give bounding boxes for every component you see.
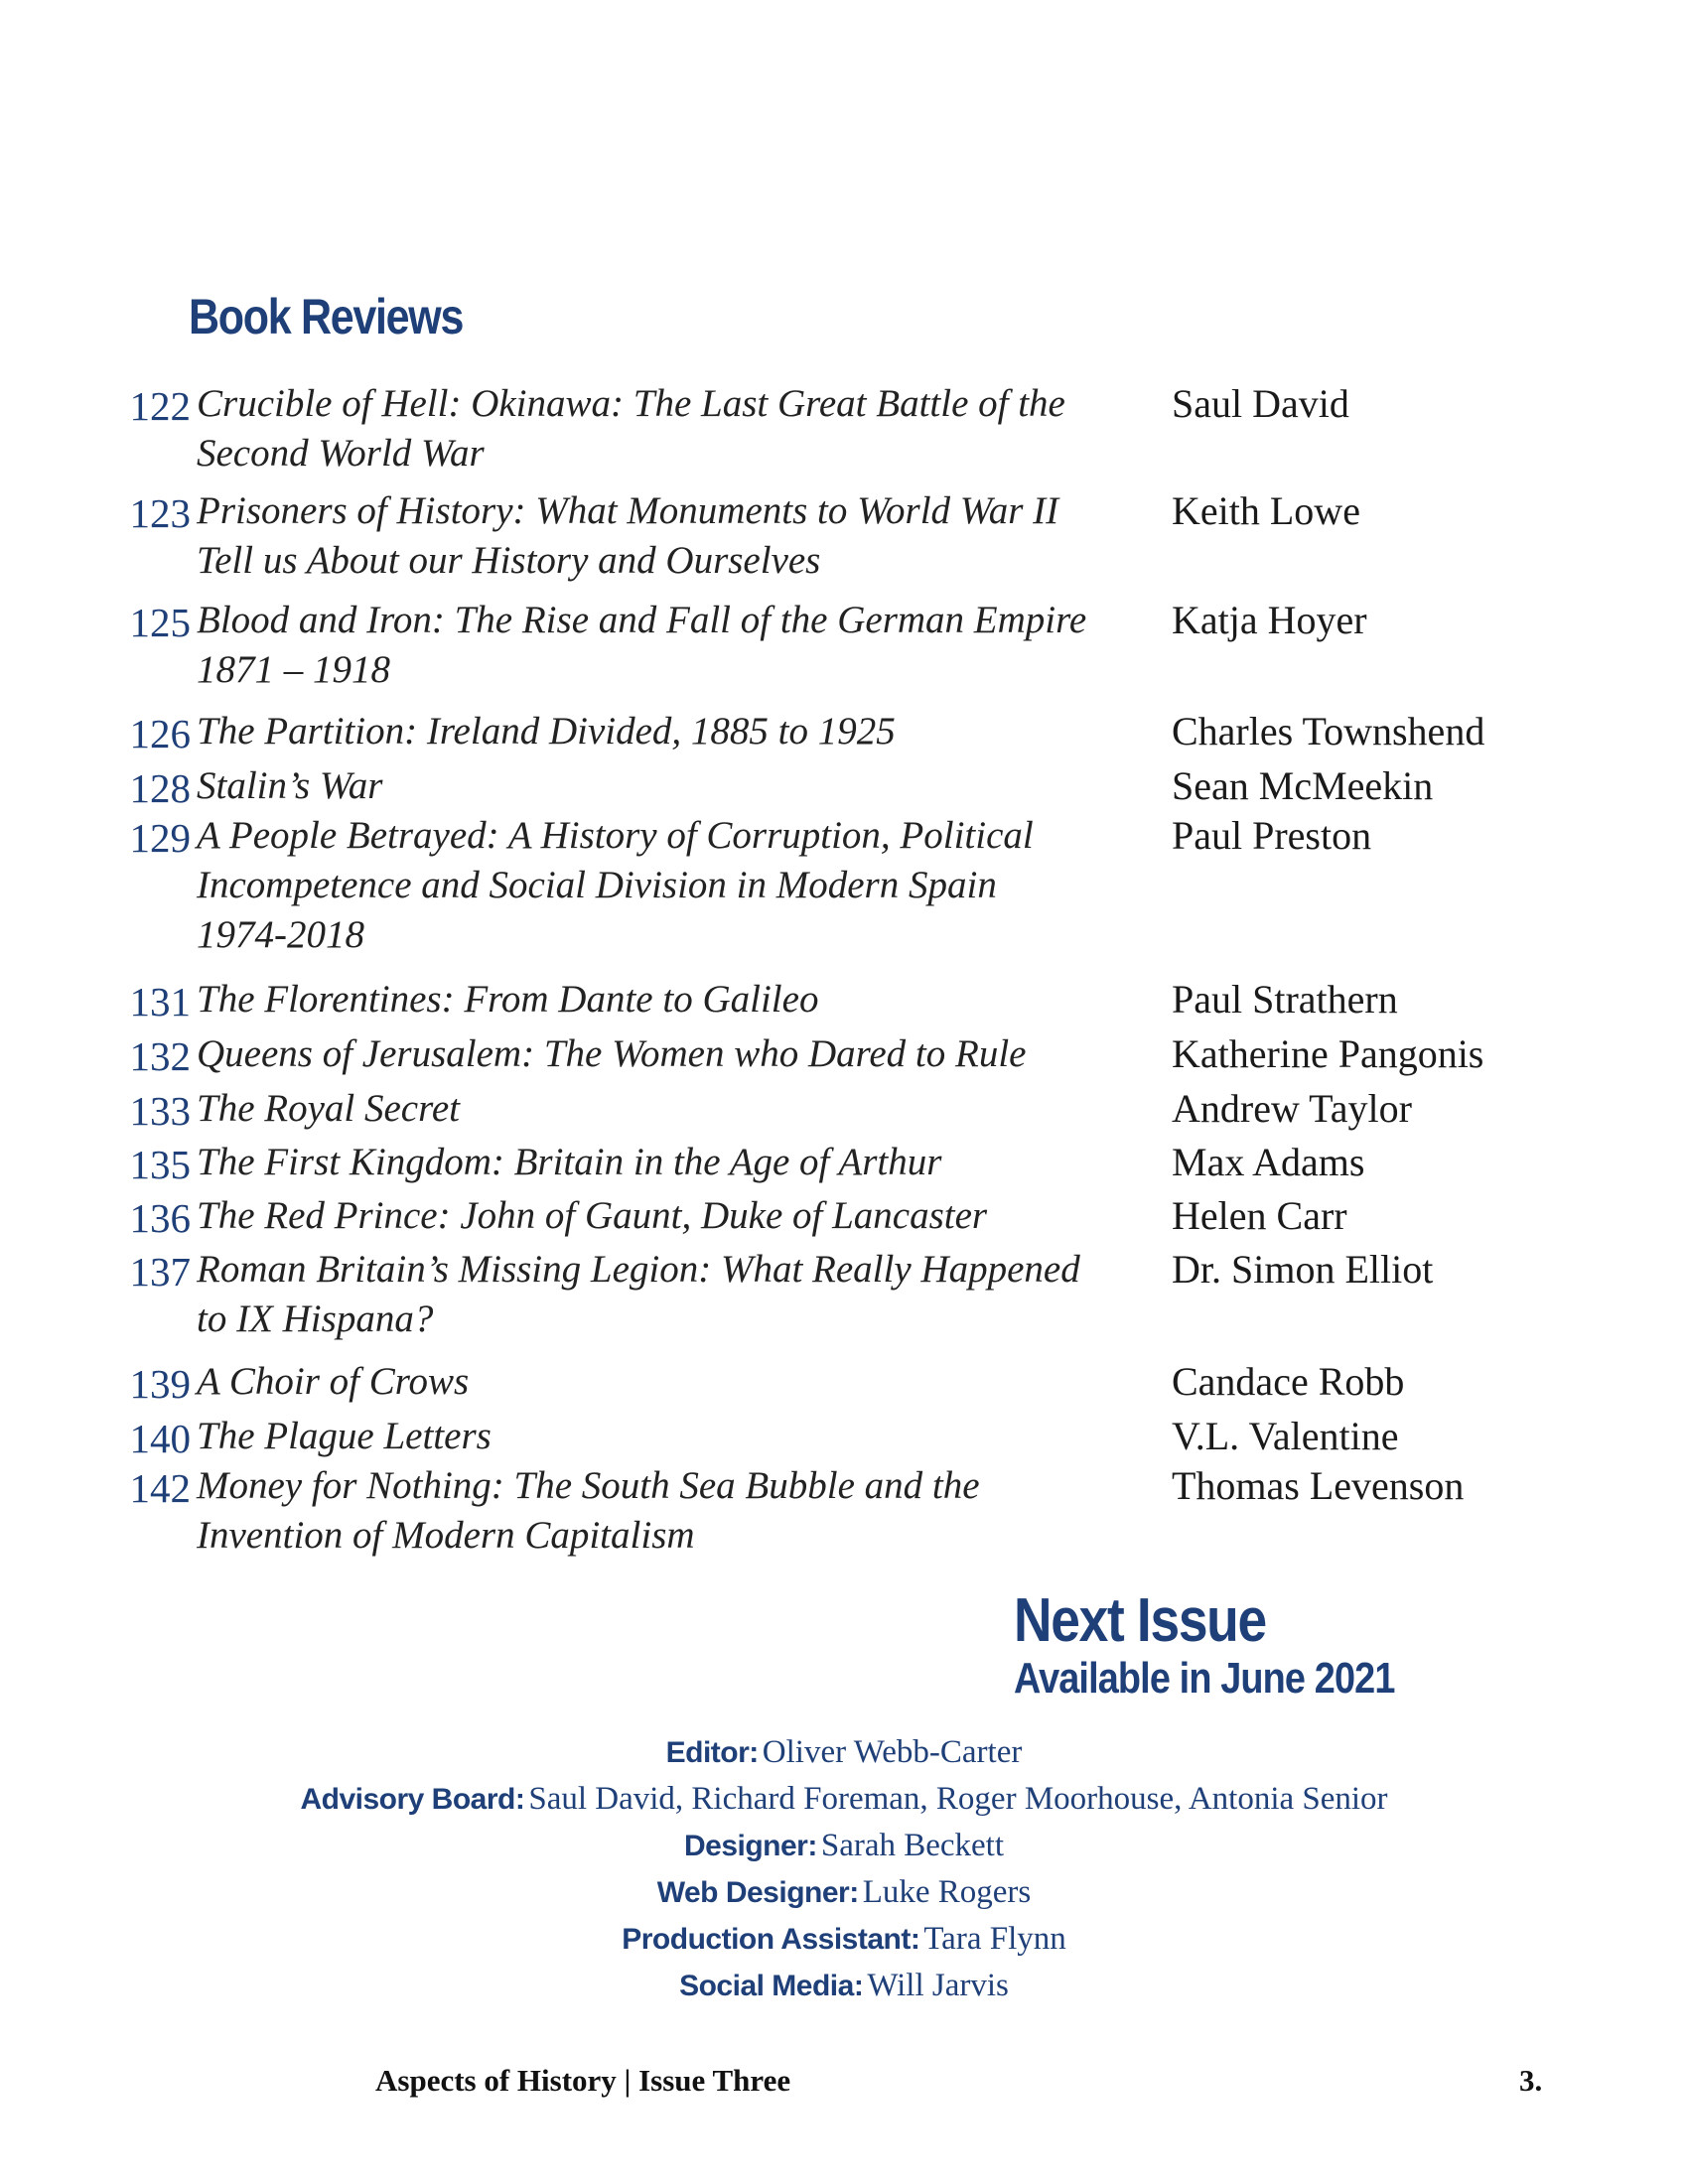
next-issue-block: [1014, 1588, 1395, 1704]
credit-role: Social Media:: [679, 1970, 864, 2002]
review-page-number: 136: [129, 1195, 191, 1241]
review-book-title: [197, 1191, 1264, 1241]
review-page-number: 128: [129, 765, 191, 811]
footer-publication: Aspects of History | Issue Three: [375, 2063, 791, 2098]
review-author: V.L. Valentine: [1172, 1414, 1399, 1458]
review-page-number: 129: [129, 815, 191, 861]
review-author: Saul David: [1172, 381, 1349, 426]
review-page-number: 122: [129, 383, 191, 429]
review-author: Paul Preston: [1172, 813, 1372, 858]
review-page-number: 135: [129, 1142, 191, 1187]
review-author: Dr. Simon Elliot: [1172, 1247, 1434, 1292]
review-page-number: 139: [129, 1361, 191, 1407]
credit-line: [0, 1823, 1688, 1869]
review-book-title: [197, 1029, 1264, 1079]
review-book-title: [197, 1357, 1264, 1407]
review-author: Max Adams: [1172, 1140, 1365, 1184]
credit-role: Web Designer:: [656, 1876, 859, 1909]
review-title-line: Money for Nothing: The South Sea Bubble and the: [197, 1464, 980, 1507]
review-page-number: 142: [129, 1465, 191, 1511]
review-author: Candace Robb: [1172, 1359, 1405, 1404]
review-book-title: [197, 1138, 1264, 1187]
review-title-line: The Plague Letters: [197, 1415, 492, 1457]
credit-names: Luke Rogers: [862, 1874, 1032, 1910]
review-author: Sean McMeekin: [1172, 763, 1434, 808]
review-page-number: 125: [129, 600, 191, 645]
review-book-title: [197, 707, 1264, 756]
review-author: Katja Hoyer: [1172, 598, 1367, 642]
review-title-line: The First Kingdom: Britain in the Age of Arthur: [197, 1141, 942, 1183]
credit-line: [0, 1963, 1688, 2009]
credit-role: Editor:: [665, 1736, 759, 1769]
review-author: Paul Strathern: [1172, 977, 1398, 1022]
review-title-line: The Florentines: From Dante to Galileo: [197, 978, 819, 1021]
next-issue-title: Next Issue: [1014, 1586, 1266, 1655]
review-title-line: Crucible of Hell: Okinawa: The Last Great Battle of the: [197, 382, 1065, 425]
review-book-title: [197, 811, 1264, 960]
credit-line: [0, 1869, 1688, 1916]
review-book-title: [197, 1412, 1264, 1461]
review-title-line: The Royal Secret: [197, 1087, 460, 1130]
review-title-line: A People Betrayed: A History of Corruption, Political: [197, 814, 1034, 857]
review-page-number: 123: [129, 490, 191, 536]
review-book-title: [197, 761, 1264, 811]
review-book-title: [197, 486, 1264, 586]
review-title-line: to IX Hispana?: [197, 1297, 434, 1340]
review-author: Thomas Levenson: [1172, 1463, 1465, 1508]
credits: [0, 1729, 1688, 2009]
credit-names: Sarah Beckett: [820, 1828, 1005, 1863]
review-author: Andrew Taylor: [1172, 1086, 1412, 1131]
review-title-line: 1871 – 1918: [197, 648, 390, 691]
review-title-line: Blood and Iron: The Rise and Fall of the German Empire: [197, 599, 1087, 641]
credit-role: Production Assistant:: [622, 1923, 920, 1956]
review-title-line: Roman Britain’s Missing Legion: What Really Happened: [197, 1248, 1080, 1291]
review-title-line: 1974-2018: [197, 913, 364, 956]
section-title: Book Reviews: [189, 289, 464, 344]
credit-names: Oliver Webb-Carter: [762, 1734, 1023, 1770]
review-page-number: 126: [129, 711, 191, 756]
credit-names: Tara Flynn: [923, 1921, 1066, 1957]
review-page-number: 137: [129, 1249, 191, 1295]
review-page-number: 132: [129, 1033, 191, 1079]
review-book-title: [197, 596, 1264, 695]
credit-names: Saul David, Richard Foreman, Roger Moorhouse, Antonia Senior: [528, 1781, 1388, 1817]
review-title-line: The Partition: Ireland Divided, 1885 to 1925: [197, 710, 896, 752]
review-title-line: Incompetence and Social Division in Modern Spain: [197, 864, 997, 906]
review-title-line: The Red Prince: John of Gaunt, Duke of Lancaster: [197, 1194, 988, 1237]
review-book-title: [197, 1245, 1264, 1344]
credit-line: [0, 1776, 1688, 1823]
footer-page-number: 3.: [1519, 2063, 1543, 2098]
next-issue-subtitle: Available in June 2021: [1014, 1654, 1395, 1703]
review-book-title: [197, 1461, 1264, 1561]
review-author: Helen Carr: [1172, 1193, 1347, 1238]
review-title-line: Prisoners of History: What Monuments to World War II: [197, 489, 1059, 532]
review-page-number: 140: [129, 1416, 191, 1461]
review-page-number: 133: [129, 1088, 191, 1134]
credit-line: [0, 1729, 1688, 1776]
review-author: Katherine Pangonis: [1172, 1031, 1484, 1076]
review-title-line: Second World War: [197, 432, 485, 475]
review-page-number: 131: [129, 979, 191, 1024]
review-title-line: Tell us About our History and Ourselves: [197, 539, 821, 582]
credit-role: Advisory Board:: [300, 1783, 525, 1816]
credit-line: [0, 1916, 1688, 1963]
review-author: Charles Townshend: [1172, 709, 1485, 753]
review-title-line: Invention of Modern Capitalism: [197, 1514, 695, 1557]
review-book-title: [197, 379, 1264, 478]
review-title-line: Stalin’s War: [197, 764, 383, 807]
review-title-line: A Choir of Crows: [197, 1360, 470, 1403]
review-author: Keith Lowe: [1172, 488, 1360, 533]
review-book-title: [197, 975, 1264, 1024]
review-title-line: Queens of Jerusalem: The Women who Dared to Rule: [197, 1032, 1027, 1075]
credit-names: Will Jarvis: [867, 1968, 1009, 2003]
credit-role: Designer:: [683, 1830, 817, 1862]
review-book-title: [197, 1084, 1264, 1134]
